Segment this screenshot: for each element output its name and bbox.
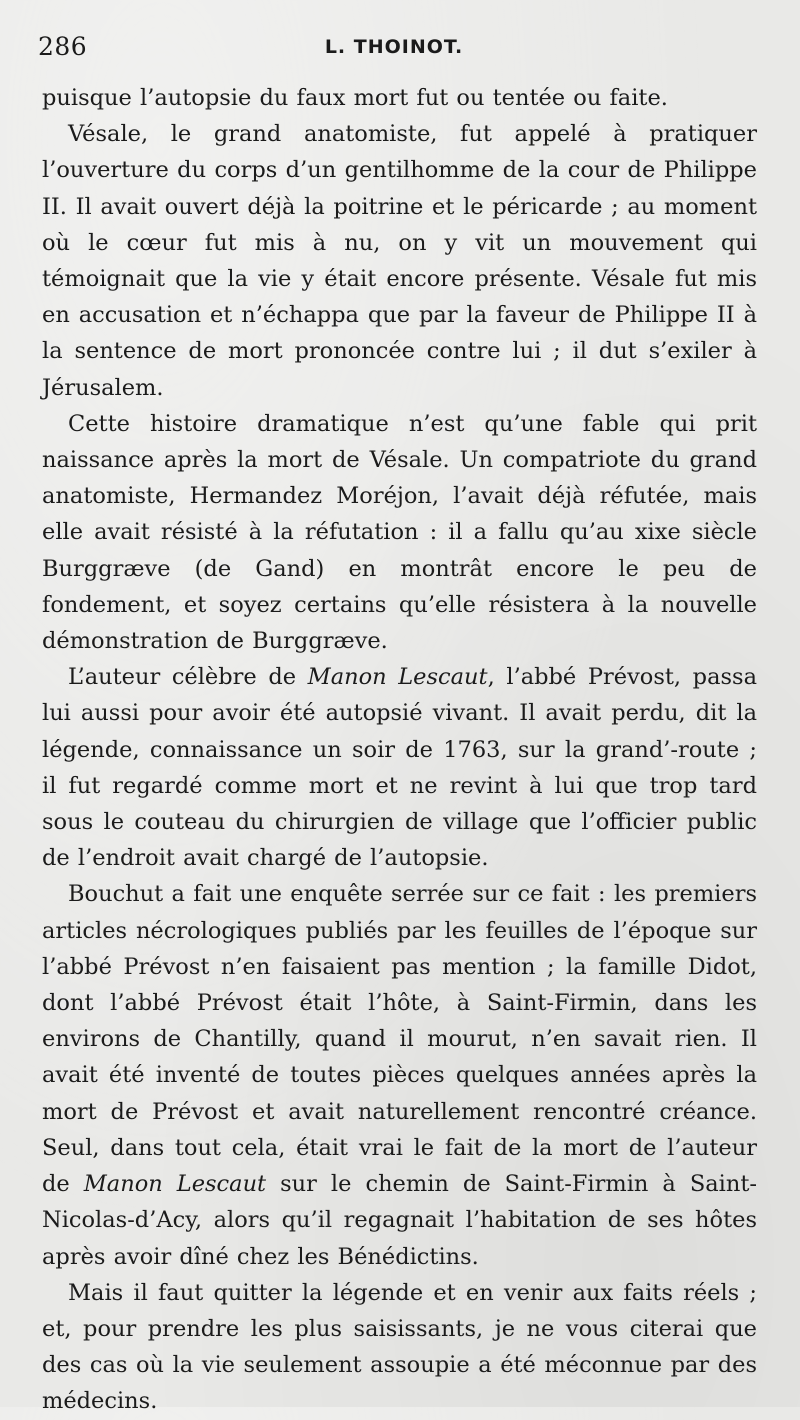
paragraph-1: puisque l’autopsie du faux mort fut ou tentée ou faite.: [42, 85, 668, 111]
book-title-italic: Manon Lescaut: [307, 664, 488, 691]
paragraph-2: Vésale, le grand anatomiste, fut appelé à pratiquer l’ouverture du corps d’un gentilhomme de la cour de Philippe II. Il avait ouvert déjà la poitrine et le péricarde ; au moment où le cœur fut mis à nu, on y vit un mouvement qui témoignait que la vie y était encore présente. Vésale fut mis en accusation et n’échappa que par la faveur de Philippe II à la sentence de mort prononcée contre lui ; il dut s’exiler à Jérusalem.: [42, 121, 757, 401]
paragraph-5-text-after: sur le chemin de Saint-Firmin à Saint-Nicolas-d’Acy, alors qu’il regagnait l’habitation de ses hôtes après avoir dîné chez les Bénédictins.: [42, 1171, 757, 1270]
paragraph-4-text-after: , l’abbé Prévost, passa lui aussi pour avoir été autopsié vivant. Il avait perdu, dit la légende, connaissance un soir de 1763, sur la grand’-route ; il fut regardé comme mort et ne revint à lui que trop tard sous le couteau du chirurgien de village que l’officier public de l’endroit avait chargé de l’autopsie.: [42, 664, 757, 872]
paragraph-4: [42, 659, 757, 876]
paragraph-5: [42, 876, 757, 1274]
paragraph-5-text-before: Bouchut a fait une enquête serrée sur ce fait : les premiers articles nécrologiques publiés par les feuilles de l’époque sur l’abbé Prévost n’en faisaient pas mention ; la famille Didot, dont l’abbé Prévost était l’hôte, à Saint-Firmin, dans les environs de Chantilly, quand il mourut, n’en savait rien. Il avait été inventé de toutes pièces quelques années après la mort de Prévost et avait naturellement rencontré créance. Seul, dans tout cela, était vrai le fait de la mort de l’auteur de: [42, 881, 757, 1198]
body-text: [42, 80, 757, 1420]
page-header: [38, 32, 750, 72]
page-number: 286: [38, 32, 88, 61]
paragraph-4-text-before: L’auteur célèbre de: [68, 664, 308, 691]
running-head: L. THOINOT.: [324, 36, 464, 58]
book-title-italic: Manon Lescaut: [83, 1171, 267, 1198]
paragraph-3: Cette histoire dramatique n’est qu’une fable qui prit naissance après la mort de Vésale. Un compatriote du grand anatomiste, Hermandez Moréjon, l’avait déjà réfutée, mais elle avait résisté à la réfutation : il a fallu qu’au xixe siècle Burggræve (de Gand) en montrât encore le peu de fondement, et soyez certains qu’elle résistera à la nouvelle démonstration de Burggræve.: [42, 410, 757, 655]
paragraph-6: Mais il faut quitter la légende et en venir aux faits réels ; et, pour prendre les plus saisissants, je ne vous citerai que des cas où la vie seulement assoupie a été méconnue par des médecins.: [42, 1279, 757, 1415]
